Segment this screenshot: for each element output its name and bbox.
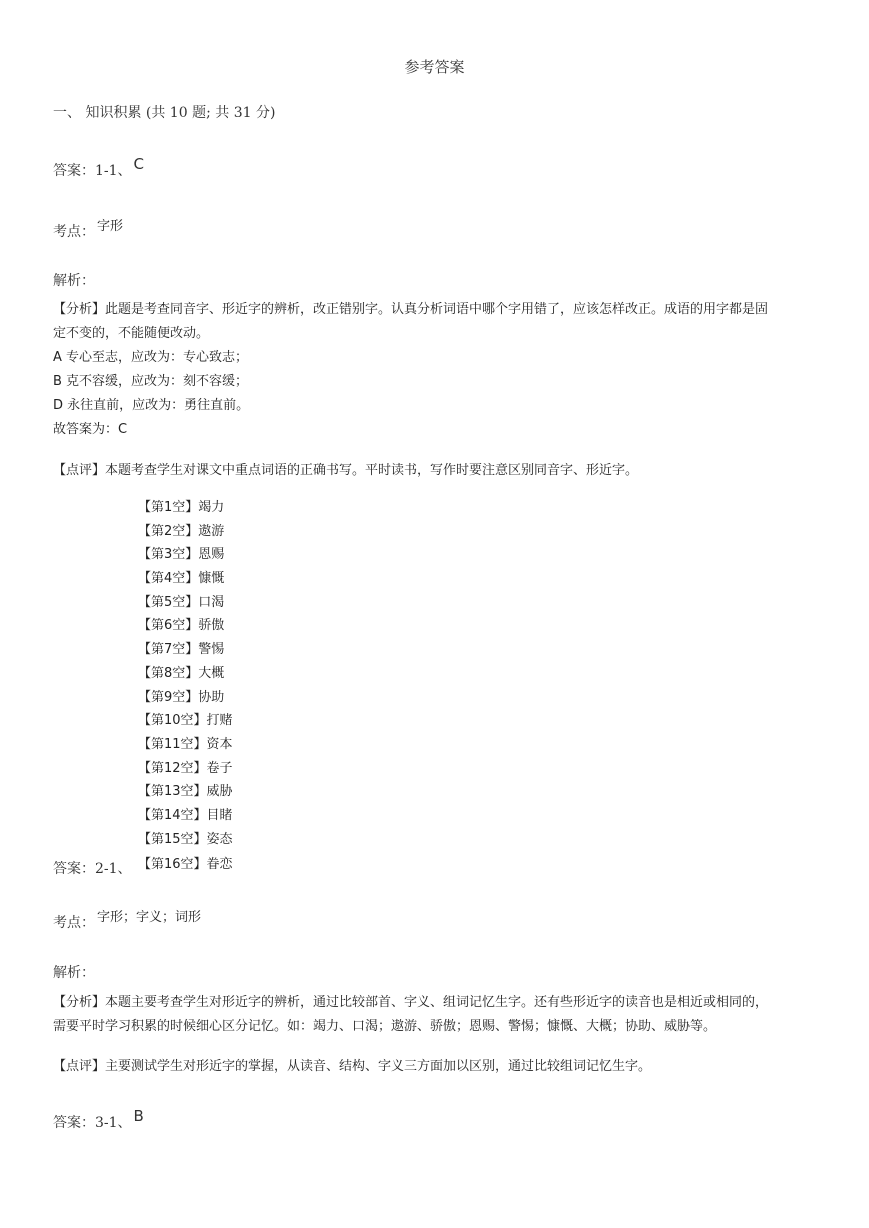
q3-answer (53, 1107, 144, 1132)
q1-analysis-line2: 定不变的，不能随便改动。 (53, 326, 210, 341)
q2-comment: 【点评】主要测试学生对形近字的掌握，从读音、结构、字义三方面加以区别，通过比较组词记忆生字。 (53, 1059, 652, 1074)
blank-item: 【第3空】恩赐 (138, 547, 225, 563)
q1-kaodian-label: 考点： (53, 224, 95, 240)
blank-item: 【第15空】姿态 (138, 831, 233, 847)
q1-analysis (53, 298, 768, 442)
blank-item: 【第2空】遨游 (138, 523, 225, 539)
q1-kaodian-value: 字形 (97, 219, 124, 234)
blank-item: 【第13空】威胁 (138, 784, 233, 800)
q1-option-a: A 专心至志，应改为：专心致志； (53, 350, 249, 365)
q2-analysis (53, 991, 768, 1039)
blank-item: 【第4空】慷慨 (138, 571, 225, 587)
page-title: 参考答案 (404, 58, 465, 76)
q2-last-blank: 【第16空】眷恋 (138, 857, 233, 872)
q2-jiexi-label: 解析： (53, 965, 95, 981)
q2-kaodian-value: 字形；字义；词形 (97, 910, 202, 925)
q1-answer-label: 答案：1-1、 (53, 163, 132, 179)
blank-item: 【第14空】目睹 (138, 807, 233, 823)
q1-option-b: B 克不容缓，应改为：刻不容缓； (53, 374, 249, 389)
q1-jiexi-label: 解析： (53, 273, 95, 289)
blank-item: 【第12空】卷子 (138, 760, 233, 776)
q2-answer-label: 答案：2-1、 (53, 861, 132, 877)
blank-item: 【第10空】打赌 (138, 713, 233, 729)
blank-item: 【第1空】竭力 (138, 500, 225, 515)
q1-answer-value: C (133, 155, 145, 173)
blank-item: 【第11空】资本 (138, 736, 233, 752)
blank-item: 【第7空】警惕 (138, 642, 225, 658)
section-heading: 一、 知识积累 (共 10 题; 共 31 分) (53, 105, 276, 121)
q1-answer (53, 155, 145, 180)
blank-item: 【第8空】大概 (138, 665, 225, 681)
q2-kaodian-label: 考点： (53, 915, 95, 931)
q1-final-answer: 故答案为：C (53, 422, 128, 437)
q2-analysis-line1: 【分析】本题主要考查学生对形近字的辨析，通过比较部首、字义、组词记忆生字。还有些形近字的读音也是相近或相同的， (53, 995, 769, 1010)
q1-option-d: D 永往直前，应改为：勇往直前。 (53, 398, 250, 413)
q1-analysis-line1: 【分析】此题是考查同音字、形近字的辨析，改正错别字。认真分析词语中哪个字用错了，应该怎样改正。成语的用字都是固 (53, 302, 769, 317)
q2-analysis-line2: 需要平时学习积累的时候细心区分记忆。如：竭力、口渴；遨游、骄傲；恩赐、警惕；慷慨、大概；协助、威胁等。 (53, 1019, 717, 1034)
blank-item: 【第6空】骄傲 (138, 618, 225, 634)
blank-item: 【第9空】协助 (138, 689, 225, 705)
q2-kaodian (53, 912, 201, 932)
q1-comment: 【点评】本题考查学生对课文中重点词语的正确书写。平时读书，写作时要注意区别同音字、形近字。 (53, 463, 639, 478)
q2-blank-list (138, 496, 233, 851)
q3-answer-value: B (133, 1107, 144, 1125)
blank-item: 【第5空】口渴 (138, 594, 225, 610)
q1-kaodian (53, 221, 123, 241)
q3-answer-label: 答案：3-1、 (53, 1115, 132, 1131)
